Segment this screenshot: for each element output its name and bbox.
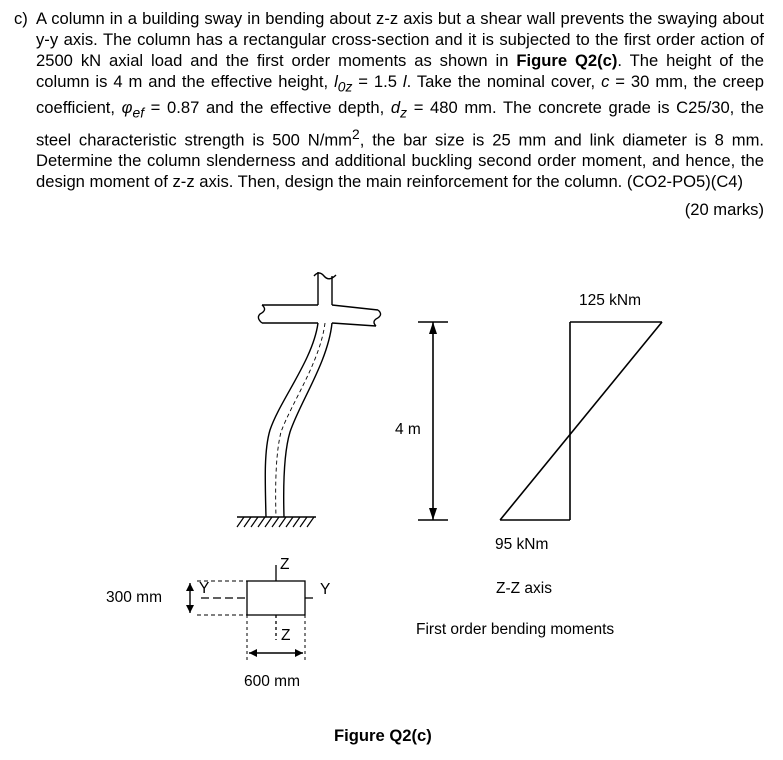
axis-title-label: Z-Z axis <box>496 580 552 597</box>
squared-superscript: 2 <box>352 125 360 142</box>
marks-label: (20 marks) <box>684 200 764 219</box>
question-seg-4: . Take the nominal cover, <box>406 72 602 91</box>
moment-bottom-label: 95 kNm <box>495 536 549 553</box>
question-seg-5: = 30 mm, the creep coefficient, <box>36 72 765 118</box>
phi-subscript: ef <box>132 104 145 121</box>
swayed-column-sketch <box>237 272 381 527</box>
moment-diagram <box>500 322 662 520</box>
question-seg-1: A column in a building sway in bending about z-z axis but a shear wall prevents the swaying about y-y axis. The column has a rectangular cross-section and it is subjected to the first order action of 2500 kN axial load and the first order moments as shown in <box>36 9 764 70</box>
height-label: 4 m <box>395 421 421 438</box>
phi-symbol: φ <box>121 98 133 118</box>
moment-top-label: 125 kNm <box>579 292 642 309</box>
question-label: c) <box>14 9 28 28</box>
question-seg-7: = 480 mm. The concrete grade is C25/30, the steel characteristic strength is 500 N/mm <box>36 98 764 150</box>
height-dimension <box>418 322 448 520</box>
loz-symbol: l <box>334 72 338 91</box>
axis-y-left-label: Y <box>199 580 210 597</box>
l-symbol: l <box>402 72 407 91</box>
figure-reference: Figure Q2(c) <box>516 51 618 70</box>
d-subscript: z <box>400 104 408 121</box>
loz-subscript: 0z <box>337 78 353 95</box>
diagram-title-label: First order bending moments <box>416 621 615 638</box>
question-seg-6: = 0.87 and the effective depth, <box>144 98 391 118</box>
axis-y-right-label: Y <box>320 581 331 598</box>
figure-caption: Figure Q2(c) <box>334 726 432 745</box>
question-seg-8: , the bar size is 25 mm and link diameter is 8 mm. Determine the column slenderness and additional buckling second order moment, and hence, the design moment of z-z axis. Then, design the main reinforcement for the column. (CO2-PO5)(C4) <box>36 130 764 192</box>
question-seg-3: = 1.5 <box>352 72 403 91</box>
axis-z-bottom-label: Z <box>281 627 291 644</box>
section-depth-label: 300 mm <box>106 589 162 606</box>
d-symbol: d <box>390 98 401 118</box>
section-width-label: 600 mm <box>244 673 300 690</box>
c-symbol: c <box>601 72 610 91</box>
question-seg-2: . The height of the column is 4 m and the effective height, <box>36 51 765 91</box>
axis-z-top-label: Z <box>280 556 290 573</box>
